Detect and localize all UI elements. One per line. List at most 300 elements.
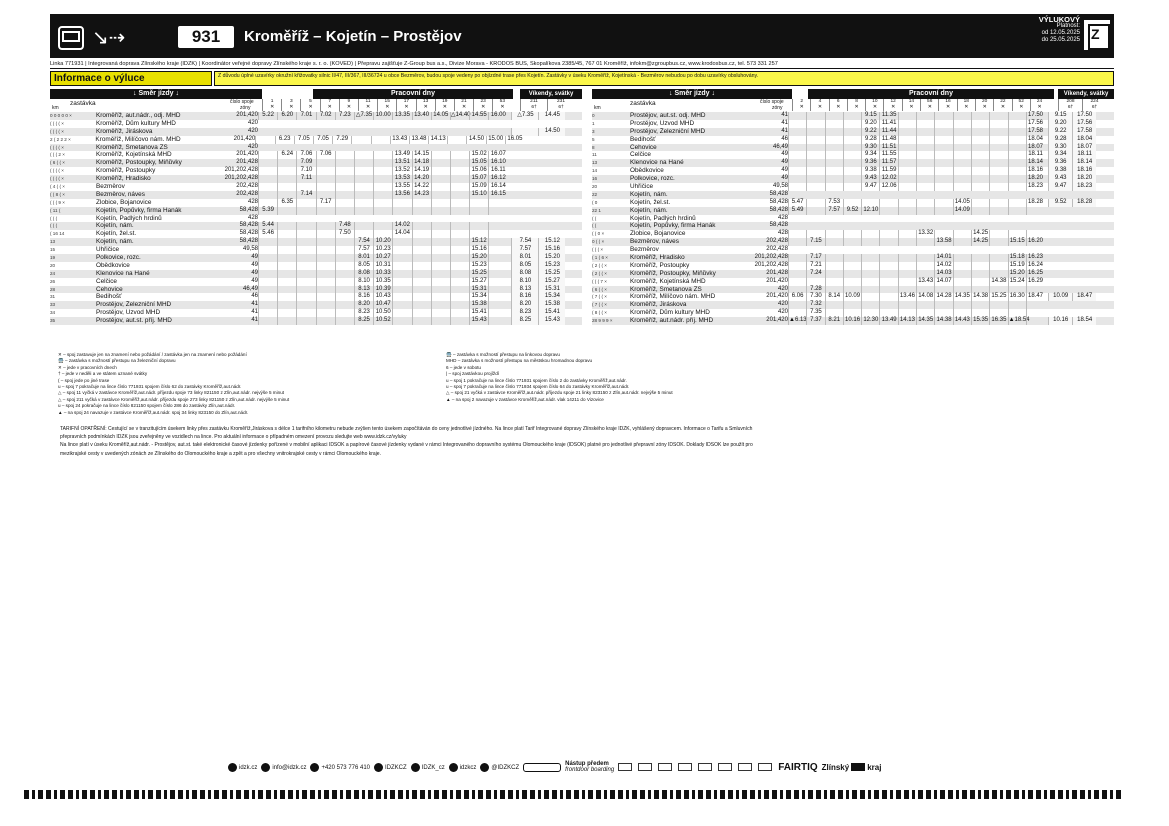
departure-time: 8.16: [354, 293, 373, 301]
departure-time: [354, 222, 373, 230]
timetable-row: [50, 215, 582, 223]
departure-time: [788, 238, 806, 246]
departure-time: 18.04: [1026, 136, 1044, 144]
departure-time: [316, 167, 335, 175]
departure-time: [989, 159, 1007, 167]
weekend-departure-time: 9.30: [1048, 144, 1072, 152]
barcode-bar: [860, 790, 865, 799]
trip-number: 20 ✕: [975, 99, 993, 111]
timetable-row: [592, 144, 1114, 152]
row-stop-name: Kroměříž, aut.nádr., odj. MHD: [96, 112, 181, 119]
barcode-bar: [134, 790, 139, 799]
departure-time: [825, 286, 843, 294]
departure-time: [392, 238, 411, 246]
note-line: | – spoj zastávkou projíždí: [446, 371, 500, 377]
departure-time: [392, 301, 411, 309]
departure-time: [879, 262, 897, 270]
barcode-bar: [904, 790, 909, 799]
barcode-bar: [758, 790, 761, 799]
departure-time: [825, 262, 843, 270]
timetable-row: [592, 278, 1114, 286]
departure-time: 7.11: [296, 175, 315, 183]
left-rows: [50, 112, 582, 325]
outage-title: Informace o výluce: [50, 71, 212, 86]
bus-icon: [58, 26, 84, 50]
departure-time: [806, 120, 824, 128]
departure-time: [392, 254, 411, 262]
departure-time: [989, 128, 1007, 136]
row-zone: 58,428: [769, 222, 788, 229]
row-km: ( 2 ( ( ×: [592, 262, 607, 268]
departure-time: [898, 309, 916, 317]
departure-time: 9.34: [861, 151, 879, 159]
departure-time: [898, 301, 916, 309]
departure-time: 10.27: [373, 254, 392, 262]
departure-time: [934, 199, 952, 207]
departure-time: [431, 262, 450, 270]
departure-time: [450, 262, 469, 270]
departure-time: 18.28: [1026, 199, 1044, 207]
departure-time: 15.19: [1008, 262, 1026, 270]
row-weekend-times: [511, 128, 565, 136]
timetable-row: [592, 136, 1114, 144]
departure-time: [488, 286, 507, 294]
weekend-departure-time: 15.23: [538, 262, 565, 270]
barcode-bar: [912, 790, 915, 799]
departure-time: [488, 254, 507, 262]
trip-number: 8 ✕: [847, 99, 865, 111]
departure-time: [316, 222, 335, 230]
email-link[interactable]: info@idzk.cz: [261, 763, 306, 772]
timetable-row: [592, 254, 1114, 262]
departure-time: [788, 301, 806, 309]
departure-time: [335, 199, 354, 207]
departure-time: [412, 293, 431, 301]
departure-time: [450, 254, 469, 262]
departure-time: [258, 199, 277, 207]
departure-time: [879, 278, 897, 286]
departure-time: [488, 222, 507, 230]
departure-time: 16.20: [1026, 238, 1044, 246]
row-km: 1: [592, 120, 595, 126]
row-zone: 49: [781, 167, 788, 174]
note-line: △ – spoj 211 vyčká v zastávce Kroměříž,aut.nádr. příjezdu spoje 273 linky 821150 z Zlín,aut.nádr. nejvýše 5 minut: [58, 396, 290, 402]
departure-time: [258, 238, 277, 246]
departure-time: [277, 254, 296, 262]
row-times: [788, 293, 1044, 301]
departure-time: [1008, 120, 1026, 128]
barcode-bar: [324, 790, 329, 799]
weekend-departure-time: 8.05: [511, 262, 538, 270]
departure-time: [450, 270, 469, 278]
departure-time: [258, 167, 277, 175]
departure-time: 18.14: [1026, 159, 1044, 167]
departure-time: [1008, 151, 1026, 159]
departure-time: 10.20: [373, 238, 392, 246]
row-times: [788, 120, 1044, 128]
barcode-bar: [420, 790, 425, 799]
departure-time: [277, 183, 296, 191]
departure-time: [953, 286, 971, 294]
departure-time: [916, 112, 934, 120]
departure-time: 16.00: [488, 112, 507, 120]
departure-time: [447, 136, 466, 144]
departure-time: [1008, 136, 1026, 144]
departure-time: 18.47: [1026, 293, 1044, 301]
row-times: [788, 262, 1044, 270]
departure-time: [335, 183, 354, 191]
departure-time: [258, 270, 277, 278]
instagram-icon: [449, 763, 458, 772]
barcode-bar: [164, 790, 167, 799]
timetable-row: [592, 199, 1114, 207]
barcode-bar: [552, 790, 557, 799]
row-stop-name: Bezměrov, náves: [96, 190, 145, 198]
barcode-bar: [618, 790, 623, 799]
departure-time: [971, 112, 989, 120]
row-zone: 202,428: [766, 246, 788, 253]
weekend-departure-time: 15.27: [538, 278, 565, 286]
trip-number: 6 ✕: [829, 99, 847, 111]
row-km: ( 1 ( 6 ×: [592, 255, 608, 261]
row-times: [258, 254, 507, 262]
departure-time: [1026, 286, 1044, 294]
row-zone: 46: [781, 135, 788, 142]
row-km: ( 2 ( ( ×: [592, 270, 607, 276]
note-line: ✕ – spoj zastavuje jen na znamení nebo požádání / zastávka jen na znamení nebo požádání: [58, 352, 247, 357]
departure-time: 7.17: [316, 199, 335, 207]
departure-time: [879, 207, 897, 215]
departure-time: [916, 262, 934, 270]
weekend-departure-time: 15.16: [538, 246, 565, 254]
row-weekend-times: [1048, 293, 1096, 301]
departure-time: [431, 207, 450, 215]
row-km: 22: [592, 191, 598, 197]
departure-time: [412, 309, 431, 317]
departure-time: [788, 144, 806, 152]
departure-time: 15.12: [469, 238, 488, 246]
weekend-departure-time: 8.13: [511, 286, 538, 294]
departure-time: △14.40: [450, 112, 471, 118]
timetable-row: [592, 159, 1114, 167]
note-line: △ – spoj 21 vyčká v zastávce Kroměříž,aut.nádr. příjezdu spoje 21 linky 823150 z Zlín,aut.nádr. nejvýše 5 minut: [446, 390, 673, 396]
departure-time: 14.43: [953, 317, 971, 325]
row-times: [258, 222, 507, 230]
barcode-bar: [582, 790, 585, 799]
row-km: 11: [592, 152, 597, 158]
departure-time: [898, 262, 916, 270]
note-line: 🚍 – zastávka s možností přestupu na železniční dopravu: [58, 358, 176, 364]
barcode-bar: [588, 790, 593, 799]
km-label: km: [52, 105, 59, 111]
departure-time: [431, 301, 450, 309]
departure-time: 13.55: [392, 183, 411, 191]
x-link[interactable]: IDZK_cz: [411, 763, 445, 772]
note-line: přepravních podmínkách IDZK jsou zveřejněny ve vozidlech na lince. Pro aktuální informace o případném omezení provozu sledujte web www.idzk.cz/vyluky: [60, 434, 407, 441]
departure-time: [277, 191, 296, 199]
departure-time: [934, 120, 952, 128]
barcode-bar: [252, 790, 255, 799]
departure-time: [861, 286, 879, 294]
departure-time: [335, 262, 354, 270]
departure-time: 11.41: [879, 120, 897, 128]
timetable-row: [592, 183, 1114, 191]
row-times: [258, 293, 507, 301]
note-line: † – jede v neděli a ve státem uznané svátky: [58, 371, 148, 377]
barcode-bar: [714, 790, 717, 799]
departure-time: 7.37: [806, 317, 824, 325]
departure-time: [296, 199, 315, 207]
row-weekend-times: [1048, 151, 1096, 159]
timetable-row: [592, 215, 1114, 223]
departure-time: [843, 254, 861, 262]
departure-time: [898, 230, 916, 238]
departure-time: 15.06: [469, 167, 488, 175]
row-stop-name: Čehovice: [96, 285, 123, 293]
departure-time: [354, 183, 373, 191]
tariff-info: [60, 425, 890, 458]
row-zone: 46,49: [772, 143, 788, 150]
row-times: [788, 278, 1044, 286]
departure-time: [898, 151, 916, 159]
barcode-bar: [500, 790, 505, 799]
row-stop-name: Bedihošť: [630, 135, 656, 143]
departure-time: [316, 317, 335, 325]
row-weekend-times: [1048, 175, 1096, 183]
weekend-departure-time: 10.09: [1048, 293, 1072, 301]
departure-time: 7.05: [294, 136, 313, 144]
barcode-bar: [574, 790, 579, 799]
departure-time: 7.57: [825, 207, 843, 215]
departure-time: [412, 301, 431, 309]
departure-time: [934, 309, 952, 317]
row-zone: 428: [777, 230, 788, 237]
departure-time: [989, 207, 1007, 215]
barcode-bar: [662, 790, 667, 799]
departure-time: [296, 270, 315, 278]
departure-time: [989, 301, 1007, 309]
departure-time: 11.35: [879, 112, 897, 120]
validity-block: [1039, 16, 1080, 44]
note-line: ✕ – jede v pracovních dnech: [58, 364, 117, 370]
departure-time: 12.30: [861, 317, 879, 325]
row-zone: 49: [781, 159, 788, 166]
barcode-bar: [318, 790, 321, 799]
weekend-departure-time: 15.41: [538, 309, 565, 317]
departure-time: [316, 309, 335, 317]
departure-time: [843, 167, 861, 175]
departure-time: 16.24: [1026, 262, 1044, 270]
departure-time: 13.49: [879, 317, 897, 325]
departure-time: 7.17: [806, 254, 824, 262]
departure-time: [412, 317, 431, 325]
barcode-bar: [186, 790, 189, 799]
row-times: [788, 136, 1044, 144]
departure-time: [412, 278, 431, 286]
weekend-trip-header: [520, 99, 574, 111]
barcode-bar: [794, 790, 799, 799]
row-zone: 428: [777, 214, 788, 221]
row-zone: 49: [781, 175, 788, 182]
barcode-bar: [442, 790, 447, 799]
phone-link[interactable]: +420 573 776 410: [310, 763, 370, 772]
departure-time: [1008, 183, 1026, 191]
departure-time: [953, 136, 971, 144]
departure-time: [431, 238, 450, 246]
note-line: mezikrajské cesty v uvedených zónách ze Zlínského do Olomouckého kraje a zpět a pro všechny vnitrokrajské cesty v rámci Olomouckého kraje.: [60, 450, 381, 457]
departure-time: [488, 238, 507, 246]
timetable-row: [50, 144, 582, 152]
departure-time: [861, 254, 879, 262]
departure-time: [953, 309, 971, 317]
departure-time: [1008, 286, 1026, 294]
departure-time: 14.02: [934, 262, 952, 270]
departure-time: [277, 286, 296, 294]
departure-time: 10.50: [373, 309, 392, 317]
barcode-bar: [882, 790, 887, 799]
barcode-bar: [280, 790, 285, 799]
departure-time: [879, 286, 897, 294]
barcode-bar: [940, 790, 945, 799]
barcode-bar: [728, 790, 733, 799]
departure-time: [825, 309, 843, 317]
departure-time: 7.09: [296, 159, 315, 167]
departure-time: [431, 246, 450, 254]
row-zone: 201,202,428: [754, 254, 788, 261]
departure-time: [788, 270, 806, 278]
departure-time: [953, 270, 971, 278]
row-stop-name: Bedihošť: [96, 293, 122, 301]
departure-time: [916, 309, 934, 317]
row-zone: 41: [251, 301, 258, 308]
departure-time: 10.39: [373, 286, 392, 294]
barcode-bar: [244, 790, 249, 799]
barcode-bar: [1014, 790, 1019, 799]
weekend-departure-time: 8.16: [511, 293, 538, 301]
departure-time: [258, 191, 277, 199]
departure-time: [488, 246, 507, 254]
departure-time: [916, 286, 934, 294]
departure-time: [825, 270, 843, 278]
row-zone: 41: [781, 112, 788, 118]
weekend-departure-time: [511, 128, 538, 136]
departure-time: 14.01: [934, 254, 952, 262]
timetable-header: [50, 14, 1114, 58]
timetable-row: [592, 128, 1114, 136]
timetable-row: [592, 167, 1114, 175]
row-km: ( 11 (: [50, 207, 61, 213]
departure-time: ▲18.54: [1008, 317, 1030, 324]
departure-time: [989, 230, 1007, 238]
departure-time: [296, 293, 315, 301]
departure-time: [296, 222, 315, 230]
departure-time: 14.02: [392, 222, 411, 230]
row-zone: 58,428: [239, 230, 258, 237]
row-zone: 428: [247, 198, 258, 205]
stop-label: zastávka: [630, 100, 656, 107]
weekend-departure-time: 9.20: [1048, 120, 1072, 128]
barcode-bar: [676, 790, 681, 799]
barcode-bar: [934, 790, 937, 799]
departure-time: 6.23: [275, 136, 294, 144]
departure-time: [861, 199, 879, 207]
departure-time: [788, 167, 806, 175]
departure-time: [788, 262, 806, 270]
facebook-link[interactable]: IDZKCZ: [374, 763, 407, 772]
row-weekend-times: [1048, 183, 1096, 191]
departure-time: [843, 278, 861, 286]
departure-time: [450, 246, 469, 254]
departure-time: 7.29: [332, 136, 351, 144]
departure-time: [277, 278, 296, 286]
row-times: [258, 230, 507, 238]
barcode-bar: [1066, 790, 1069, 799]
web-link[interactable]: idzk.cz: [228, 763, 257, 772]
barcode-bar: [90, 790, 95, 799]
barcode-bar: [516, 790, 519, 799]
note-line: ( – spoj jede po jiné trase: [58, 377, 110, 383]
departure-time: 14.13: [428, 136, 447, 144]
row-zone: 202,428: [236, 183, 258, 190]
departure-time: 8.10: [354, 278, 373, 286]
departure-time: [806, 112, 824, 120]
departure-time: [371, 136, 390, 144]
barcode-bar: [1072, 790, 1077, 799]
departure-time: [431, 222, 450, 230]
departure-time: 7.57: [354, 246, 373, 254]
row-zone: 420: [247, 143, 258, 150]
barcode-bar: [222, 790, 227, 799]
departure-time: [971, 128, 989, 136]
departure-time: [953, 262, 971, 270]
departure-time: 6.35: [277, 199, 296, 207]
departure-time: [373, 159, 392, 167]
weekend-departure-time: 18.47: [1072, 293, 1096, 301]
instagram-link[interactable]: idzkcz: [449, 763, 477, 772]
barcode-bar: [192, 790, 197, 799]
departure-time: 7.23: [335, 112, 354, 120]
barcode-bar: [412, 790, 417, 799]
departure-time: [1008, 128, 1026, 136]
departure-time: [1008, 175, 1026, 183]
departure-time: [971, 254, 989, 262]
departure-time: [898, 238, 916, 246]
departure-time: 15.41: [469, 309, 488, 317]
departure-time: [412, 238, 431, 246]
departure-time: 9.52: [843, 207, 861, 215]
row-km: 28: [50, 286, 56, 292]
row-stop-name: Prostějov, Železniční MHD: [96, 301, 172, 309]
row-zone: 49,58: [772, 183, 788, 190]
departure-time: [806, 175, 824, 183]
weekend-trip-number: 211 6†: [520, 99, 547, 111]
row-times: [788, 183, 1044, 191]
timetable-row: [50, 238, 582, 246]
departure-time: 15.38: [469, 301, 488, 309]
departure-time: [843, 159, 861, 167]
trip-number: 9 ✕: [339, 99, 358, 111]
barcode-bar: [156, 790, 161, 799]
departure-time: [898, 183, 916, 191]
departure-time: [392, 309, 411, 317]
trip-number: 10 ✕: [865, 99, 883, 111]
departure-time: [277, 317, 296, 325]
weekend-departure-time: 15.20: [538, 254, 565, 262]
youtube-link[interactable]: @IDZKCZ: [480, 763, 519, 772]
row-km: ( 7 ( ( ×: [592, 294, 607, 300]
departure-time: 14.22: [412, 183, 431, 191]
barcode-bar: [566, 790, 571, 799]
